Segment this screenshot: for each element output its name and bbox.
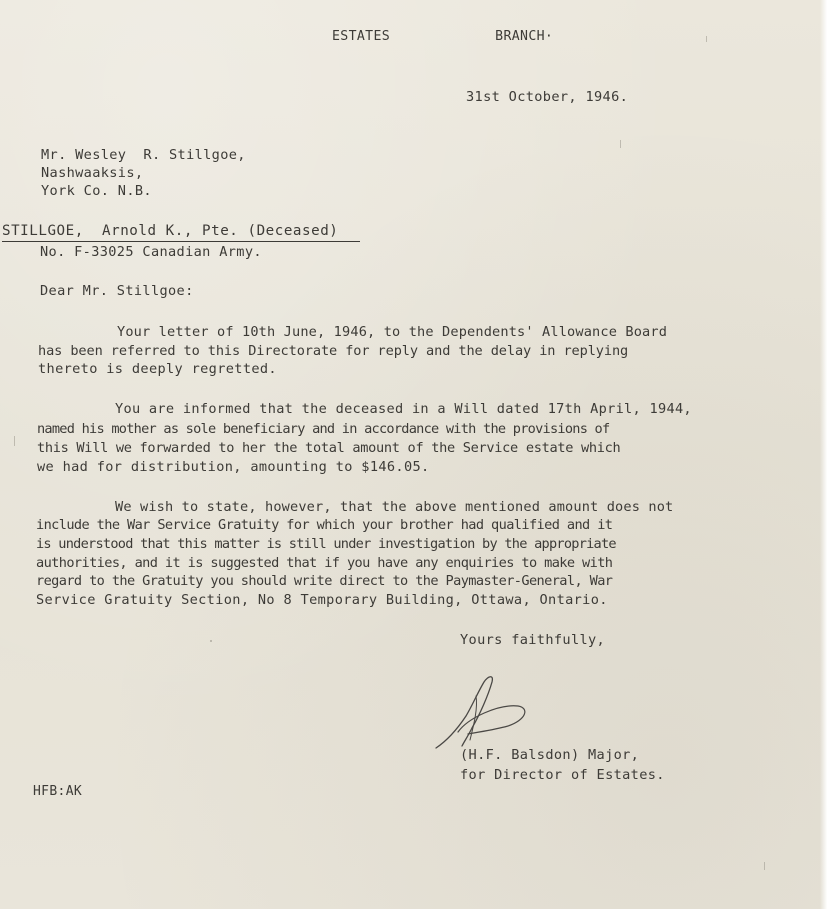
scan-edge [820,0,832,909]
service-number-line: No. F-33025 Canadian Army. [40,244,262,260]
recipient-line: Mr. Wesley R. Stillgoe, [41,147,246,163]
paragraph-line: is understood that this matter is still under investigation by the appropriate [36,536,616,552]
paragraph-line: Service Gratuity Section, No 8 Temporary Building, Ottawa, Ontario. [36,592,608,608]
subject-line: STILLGOE, Arnold K., Pte. (Deceased) [2,223,339,239]
signatory-title: for Director of Estates. [460,767,665,783]
paragraph-line: We wish to state, however, that the above mentioned amount does not [115,499,674,515]
paper-speck [210,640,212,642]
letter-header: ESTATES BRANCH· [332,29,554,44]
paragraph-line: this Will we forwarded to her the total amount of the Service estate which [37,440,621,456]
letter-date: 31st October, 1946. [466,89,629,105]
paragraph-line: You are informed that the deceased in a Will dated 17th April, 1944, [115,401,692,417]
closing: Yours faithfully, [460,632,606,648]
paragraph-line: thereto is deeply regretted. [38,361,277,377]
signatory-name: (H.F. Balsdon) Major, [460,747,640,763]
recipient-line: York Co. N.B. [41,183,152,199]
handwritten-signature [428,668,538,758]
paragraph-line: named his mother as sole beneficiary and in accordance with the provisions of [37,421,610,437]
paragraph-line: include the War Service Gratuity for which your brother had qualified and it [36,517,613,533]
paper-speck [14,436,15,446]
paragraph-line: we had for distribution, amounting to $146.05. [37,459,430,475]
reference-initials: HFB:AK [33,784,83,799]
subject-underline [2,241,360,242]
paragraph-line: regard to the Gratuity you should write direct to the Paymaster-General, War [36,573,613,589]
paper-speck [706,36,707,42]
paper-speck [764,862,765,870]
paragraph-line: has been referred to this Directorate for reply and the delay in replying [38,343,629,359]
paragraph-line: Your letter of 10th June, 1946, to the Dependents' Allowance Board [117,324,668,340]
paper-speck [620,140,621,148]
paragraph-line: authorities, and it is suggested that if you have any enquiries to make with [36,555,613,571]
salutation: Dear Mr. Stillgoe: [40,283,194,299]
recipient-line: Nashwaaksis, [41,165,144,181]
